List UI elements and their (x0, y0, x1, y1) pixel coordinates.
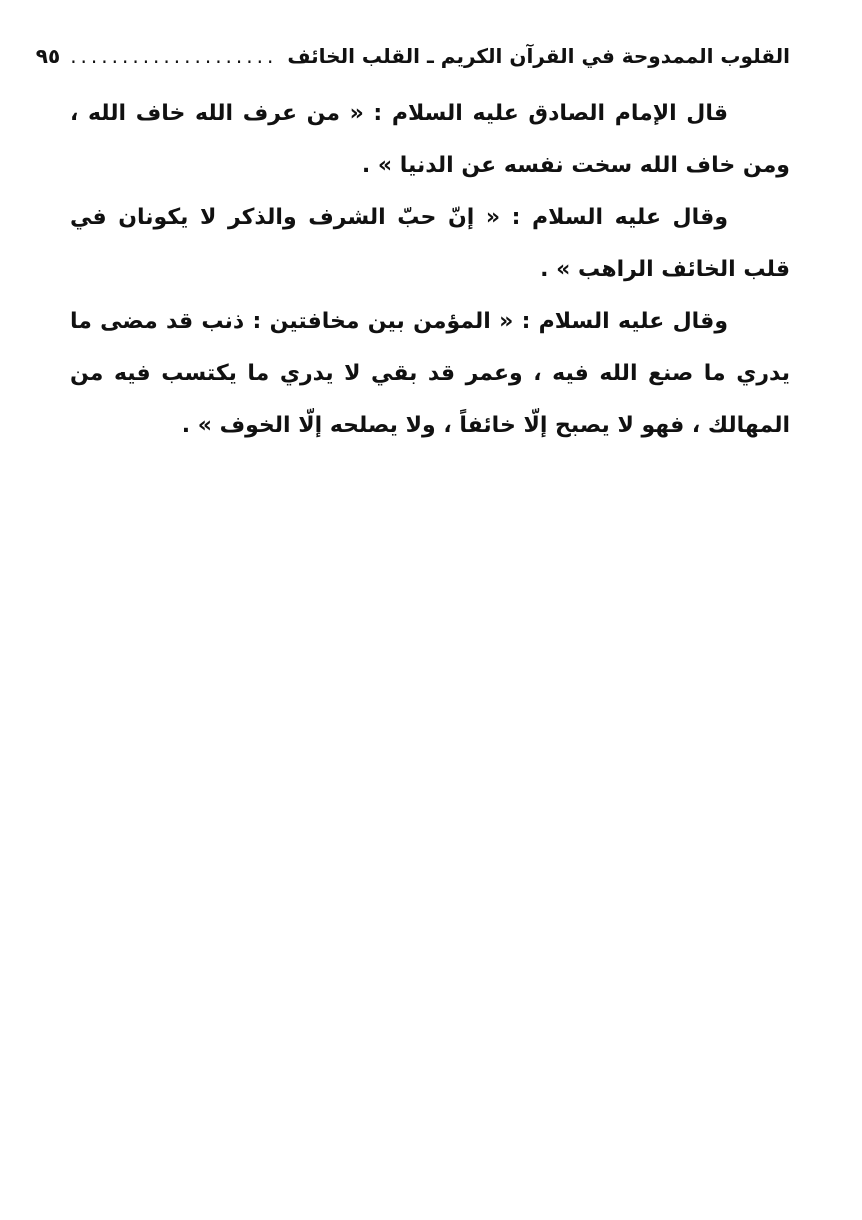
header-dot-leader: .................... (70, 44, 278, 68)
paragraph-1: قال الإمام الصادق عليه السلام : « من عرف الله خاف الله ، ومن خاف الله سخت نفسه عن الدنيا » . (70, 101, 790, 178)
body-text (70, 88, 790, 452)
paragraph-2: وقال عليه السلام : « إنّ حبّ الشرف والذكر لا يكونان في قلب الخائف الراهب » . (70, 205, 790, 282)
header-title: القلوب الممدوحة في القرآن الكريم ـ القلب الخائف (287, 44, 790, 68)
running-header (35, 36, 790, 76)
paragraph-3: وقال عليه السلام : « المؤمن بين مخافتين : ذنب قد مضى ما يدري ما صنع الله فيه ، وعمر قد بقي لا يدري ما يكتسب فيه من المهالك ، فهو لا يصبح إلّا خائفاً ، ولا يصلحه إلّا الخوف » . (70, 309, 790, 438)
page-number: ٩٥ (35, 44, 61, 68)
